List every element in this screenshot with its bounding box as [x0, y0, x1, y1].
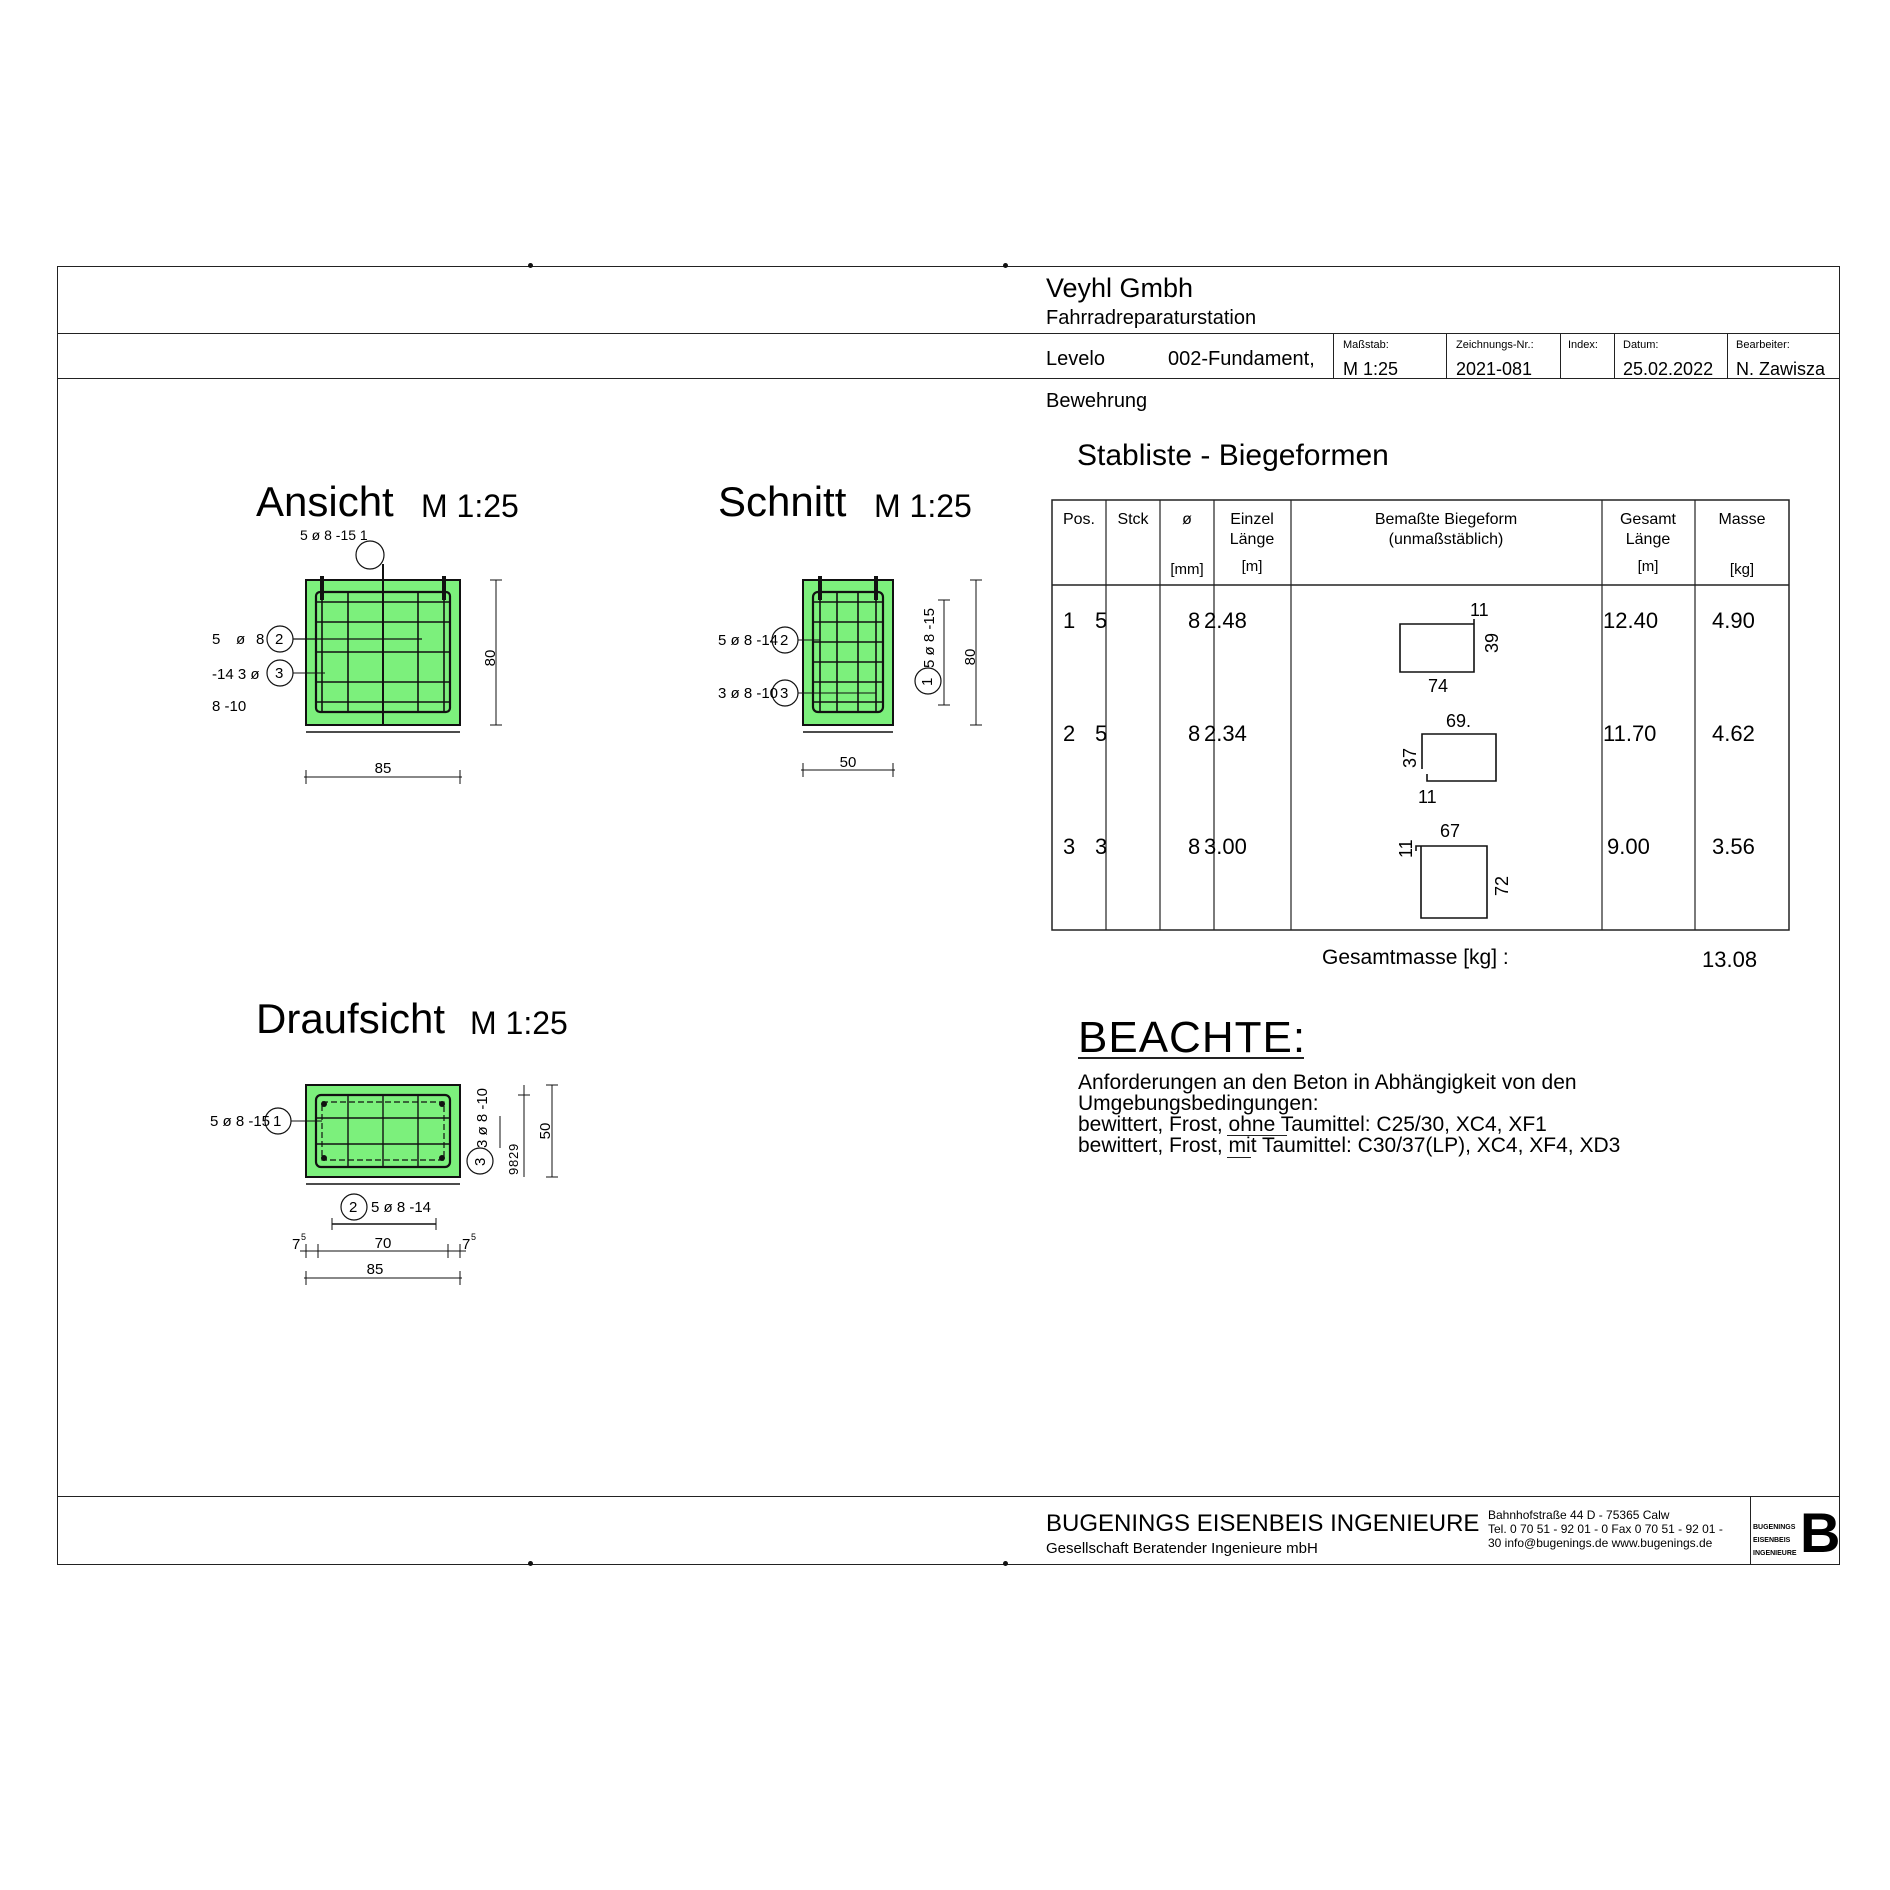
firm-subtitle: Gesellschaft Beratender Ingenieure mbH: [1046, 1540, 1318, 1557]
cell-pos: 2: [1063, 721, 1076, 746]
ansicht-title: Ansicht: [256, 478, 394, 525]
field-divider: [1560, 333, 1561, 378]
registration-dot: [1003, 263, 1008, 268]
draufsicht-dim: 7: [292, 1236, 301, 1253]
column-header: Stck: [1117, 511, 1149, 528]
cell-pos: 1: [1063, 608, 1076, 633]
note-line: Umgebungsbedingungen:: [1078, 1092, 1319, 1115]
footer-divider: [1750, 1496, 1751, 1565]
project-name: Fahrradreparaturstation: [1046, 307, 1257, 329]
position-number: 1: [919, 677, 936, 686]
logo-text: EISENBEIS: [1753, 1537, 1791, 1544]
bar-list-title: Stabliste - Biegeformen: [1077, 439, 1389, 472]
position-number: 2: [349, 1199, 358, 1216]
position-number: 3: [780, 685, 789, 702]
draufsicht-bottom-label: 5 ø 8 -14: [371, 1199, 432, 1216]
cell-mass: 4.62: [1712, 721, 1755, 746]
table-row: [1063, 821, 1755, 918]
bend-shape: [1422, 734, 1496, 781]
logo-mark-icon: B: [1800, 1501, 1839, 1564]
draufsicht-drawing: [200, 1070, 580, 1290]
cell-stck: 5: [1095, 721, 1108, 746]
schnitt-vertical-label: 5 ø 8 -15: [921, 607, 938, 668]
index-label: Index:: [1568, 339, 1598, 351]
total-mass-value: 13.08: [1702, 947, 1758, 972]
shape-dim: 72: [1492, 875, 1512, 896]
cell-length: 2.34: [1204, 721, 1247, 746]
registration-dot: [528, 1561, 533, 1566]
position-number: 2: [780, 632, 789, 649]
shape-dim: 11: [1418, 787, 1437, 807]
column-unit: [m]: [1241, 558, 1263, 575]
ansicht-label: 8 -10: [212, 698, 247, 715]
scale-value: M 1:25: [1343, 359, 1399, 379]
column-header: ø: [1182, 511, 1192, 528]
drawing-title: 002-Fundament,: [1168, 348, 1315, 370]
note-line: bewittert, Frost, mit Taumittel: C30/37(LP), XC4, XF4, XD3: [1078, 1134, 1621, 1157]
logo-text: INGENIEURE: [1753, 1550, 1797, 1557]
ansicht-drawing: [200, 520, 540, 790]
drawing-title-continued: Bewehrung: [1046, 390, 1148, 412]
column-header: (unmaßstäblich): [1388, 531, 1504, 548]
ansicht-label: -14 3 ø: [212, 666, 260, 683]
draufsicht-dim: 7: [462, 1236, 471, 1253]
cell-total-length: 12.40: [1603, 608, 1659, 633]
draufsicht-dim: 70: [374, 1235, 392, 1252]
ansicht-scale: M 1:25: [421, 488, 519, 524]
cell-length: 2.48: [1204, 608, 1247, 633]
editor-label: Bearbeiter:: [1736, 339, 1790, 351]
shape-dim: 74: [1428, 676, 1449, 696]
registration-dot: [1003, 1561, 1008, 1566]
draufsicht-dim: 8: [506, 1159, 521, 1167]
table-row: [1063, 600, 1755, 696]
schnitt-title: Schnitt: [718, 478, 847, 525]
shape-dim: 11: [1470, 600, 1489, 620]
cell-stck: 5: [1095, 608, 1108, 633]
column-unit: [m]: [1637, 558, 1659, 575]
address-line: Tel. 0 70 51 - 92 01 - 0 Fax 0 70 51 - 92 01 -: [1488, 1522, 1723, 1536]
draufsicht-dim: 5: [471, 1232, 477, 1242]
note-title: BEACHTE:: [1078, 1013, 1307, 1062]
shape-dim: 39: [1482, 632, 1502, 653]
note-line: Anforderungen an den Beton in Abhängigkeit von den: [1078, 1071, 1577, 1094]
company-name: Veyhl Gmbh: [1046, 273, 1194, 303]
schnitt-scale: M 1:25: [874, 488, 972, 524]
draufsicht-vertical-label: 3 ø 8 -10: [474, 1087, 491, 1148]
note-underline: [1227, 1157, 1251, 1158]
column-header: Bemaßte Biegeform: [1374, 511, 1518, 528]
column-header: Masse: [1718, 511, 1766, 528]
position-number: 1: [273, 1113, 282, 1130]
field-divider: [1614, 333, 1615, 378]
cell-dia: 8: [1188, 608, 1201, 633]
date-label: Datum:: [1623, 339, 1659, 351]
cell-pos: 3: [1063, 834, 1076, 859]
ansicht-height-dim: 80: [482, 649, 499, 667]
field-divider: [1727, 333, 1728, 378]
column-unit: [kg]: [1729, 561, 1755, 578]
bend-shape: [1400, 619, 1474, 672]
draufsicht-title: Draufsicht: [256, 995, 446, 1042]
column-header: Einzel: [1230, 511, 1274, 528]
ansicht-label: 5: [212, 631, 221, 648]
cell-length: 3.00: [1204, 834, 1247, 859]
shape-dim: 67: [1440, 821, 1461, 841]
cell-total-length: 9.00: [1607, 834, 1650, 859]
position-number: 2: [275, 631, 284, 648]
schnitt-height-dim: 80: [962, 648, 979, 666]
shape-dim: 37: [1400, 747, 1420, 768]
draufsicht-dim: 5: [301, 1232, 307, 1242]
scale-label: Maßstab:: [1343, 339, 1389, 351]
header-divider: [57, 333, 1840, 334]
bend-shape: [1416, 846, 1487, 918]
table-row: [1063, 711, 1755, 807]
logo-text: BUGENINGS: [1753, 1524, 1796, 1531]
ansicht-width-dim: 85: [374, 760, 392, 777]
column-header: Pos.: [1062, 511, 1096, 528]
note-line: bewittert, Frost, ohne Taumittel: C25/30, XC4, XF1: [1078, 1113, 1547, 1136]
cell-stck: 3: [1095, 834, 1108, 859]
cell-mass: 4.90: [1712, 608, 1755, 633]
firm-name: BUGENINGS EISENBEIS INGENIEURE: [1046, 1510, 1480, 1537]
note-title-underline: [1078, 1057, 1304, 1059]
draufsicht-label: 5 ø 8 -15: [210, 1113, 271, 1130]
draufsicht-dim: 2: [506, 1151, 521, 1159]
shape-dim: 11: [1396, 839, 1416, 858]
column-header: Gesamt: [1619, 511, 1677, 528]
schnitt-drawing: [710, 560, 1000, 780]
field-divider: [1333, 333, 1334, 378]
drawing-number-value: 2021-081: [1456, 359, 1533, 379]
ansicht-bar-label: 5 ø 8 -15 1: [300, 527, 368, 543]
position-number: 3: [275, 665, 284, 682]
draufsicht-dim: 9: [506, 1143, 521, 1151]
column-unit: [mm]: [1170, 561, 1204, 578]
header-divider: [57, 378, 1840, 379]
note-underline: [1227, 1135, 1287, 1136]
registration-dot: [528, 263, 533, 268]
footer-divider: [57, 1496, 1840, 1497]
editor-value: N. Zawisza: [1736, 359, 1826, 379]
draufsicht-width-dim: 85: [366, 1261, 384, 1278]
bar-list-table: [1050, 498, 1795, 934]
drawing-number-label: Zeichnungs-Nr.:: [1456, 339, 1534, 351]
item-name: Levelo: [1046, 348, 1105, 370]
position-marker: [356, 541, 384, 569]
field-divider: [1446, 333, 1447, 378]
shape-dim: 69.: [1446, 711, 1472, 731]
schnitt-label: 5 ø 8 -14: [718, 632, 779, 649]
cell-dia: 8: [1188, 721, 1201, 746]
position-number: 3: [472, 1157, 489, 1166]
draufsicht-scale: M 1:25: [470, 1005, 568, 1041]
date-value: 25.02.2022: [1623, 359, 1714, 379]
column-header: Länge: [1625, 531, 1671, 548]
cell-mass: 3.56: [1712, 834, 1755, 859]
ansicht-label: ø: [236, 631, 246, 648]
draufsicht-height-dim: 50: [537, 1122, 554, 1140]
schnitt-label: 3 ø 8 -10: [718, 685, 779, 702]
cell-dia: 8: [1188, 834, 1201, 859]
column-header: Länge: [1229, 531, 1275, 548]
address-line: Bahnhofstraße 44 D - 75365 Calw: [1488, 1508, 1670, 1522]
address-line: 30 info@bugenings.de www.bugenings.de: [1488, 1536, 1713, 1550]
cell-total-length: 11.70: [1603, 721, 1657, 746]
draufsicht-dim: 9: [506, 1167, 521, 1175]
ansicht-label: 8: [256, 631, 265, 648]
schnitt-width-dim: 50: [839, 754, 857, 771]
total-mass-label: Gesamtmasse [kg] :: [1322, 946, 1509, 969]
